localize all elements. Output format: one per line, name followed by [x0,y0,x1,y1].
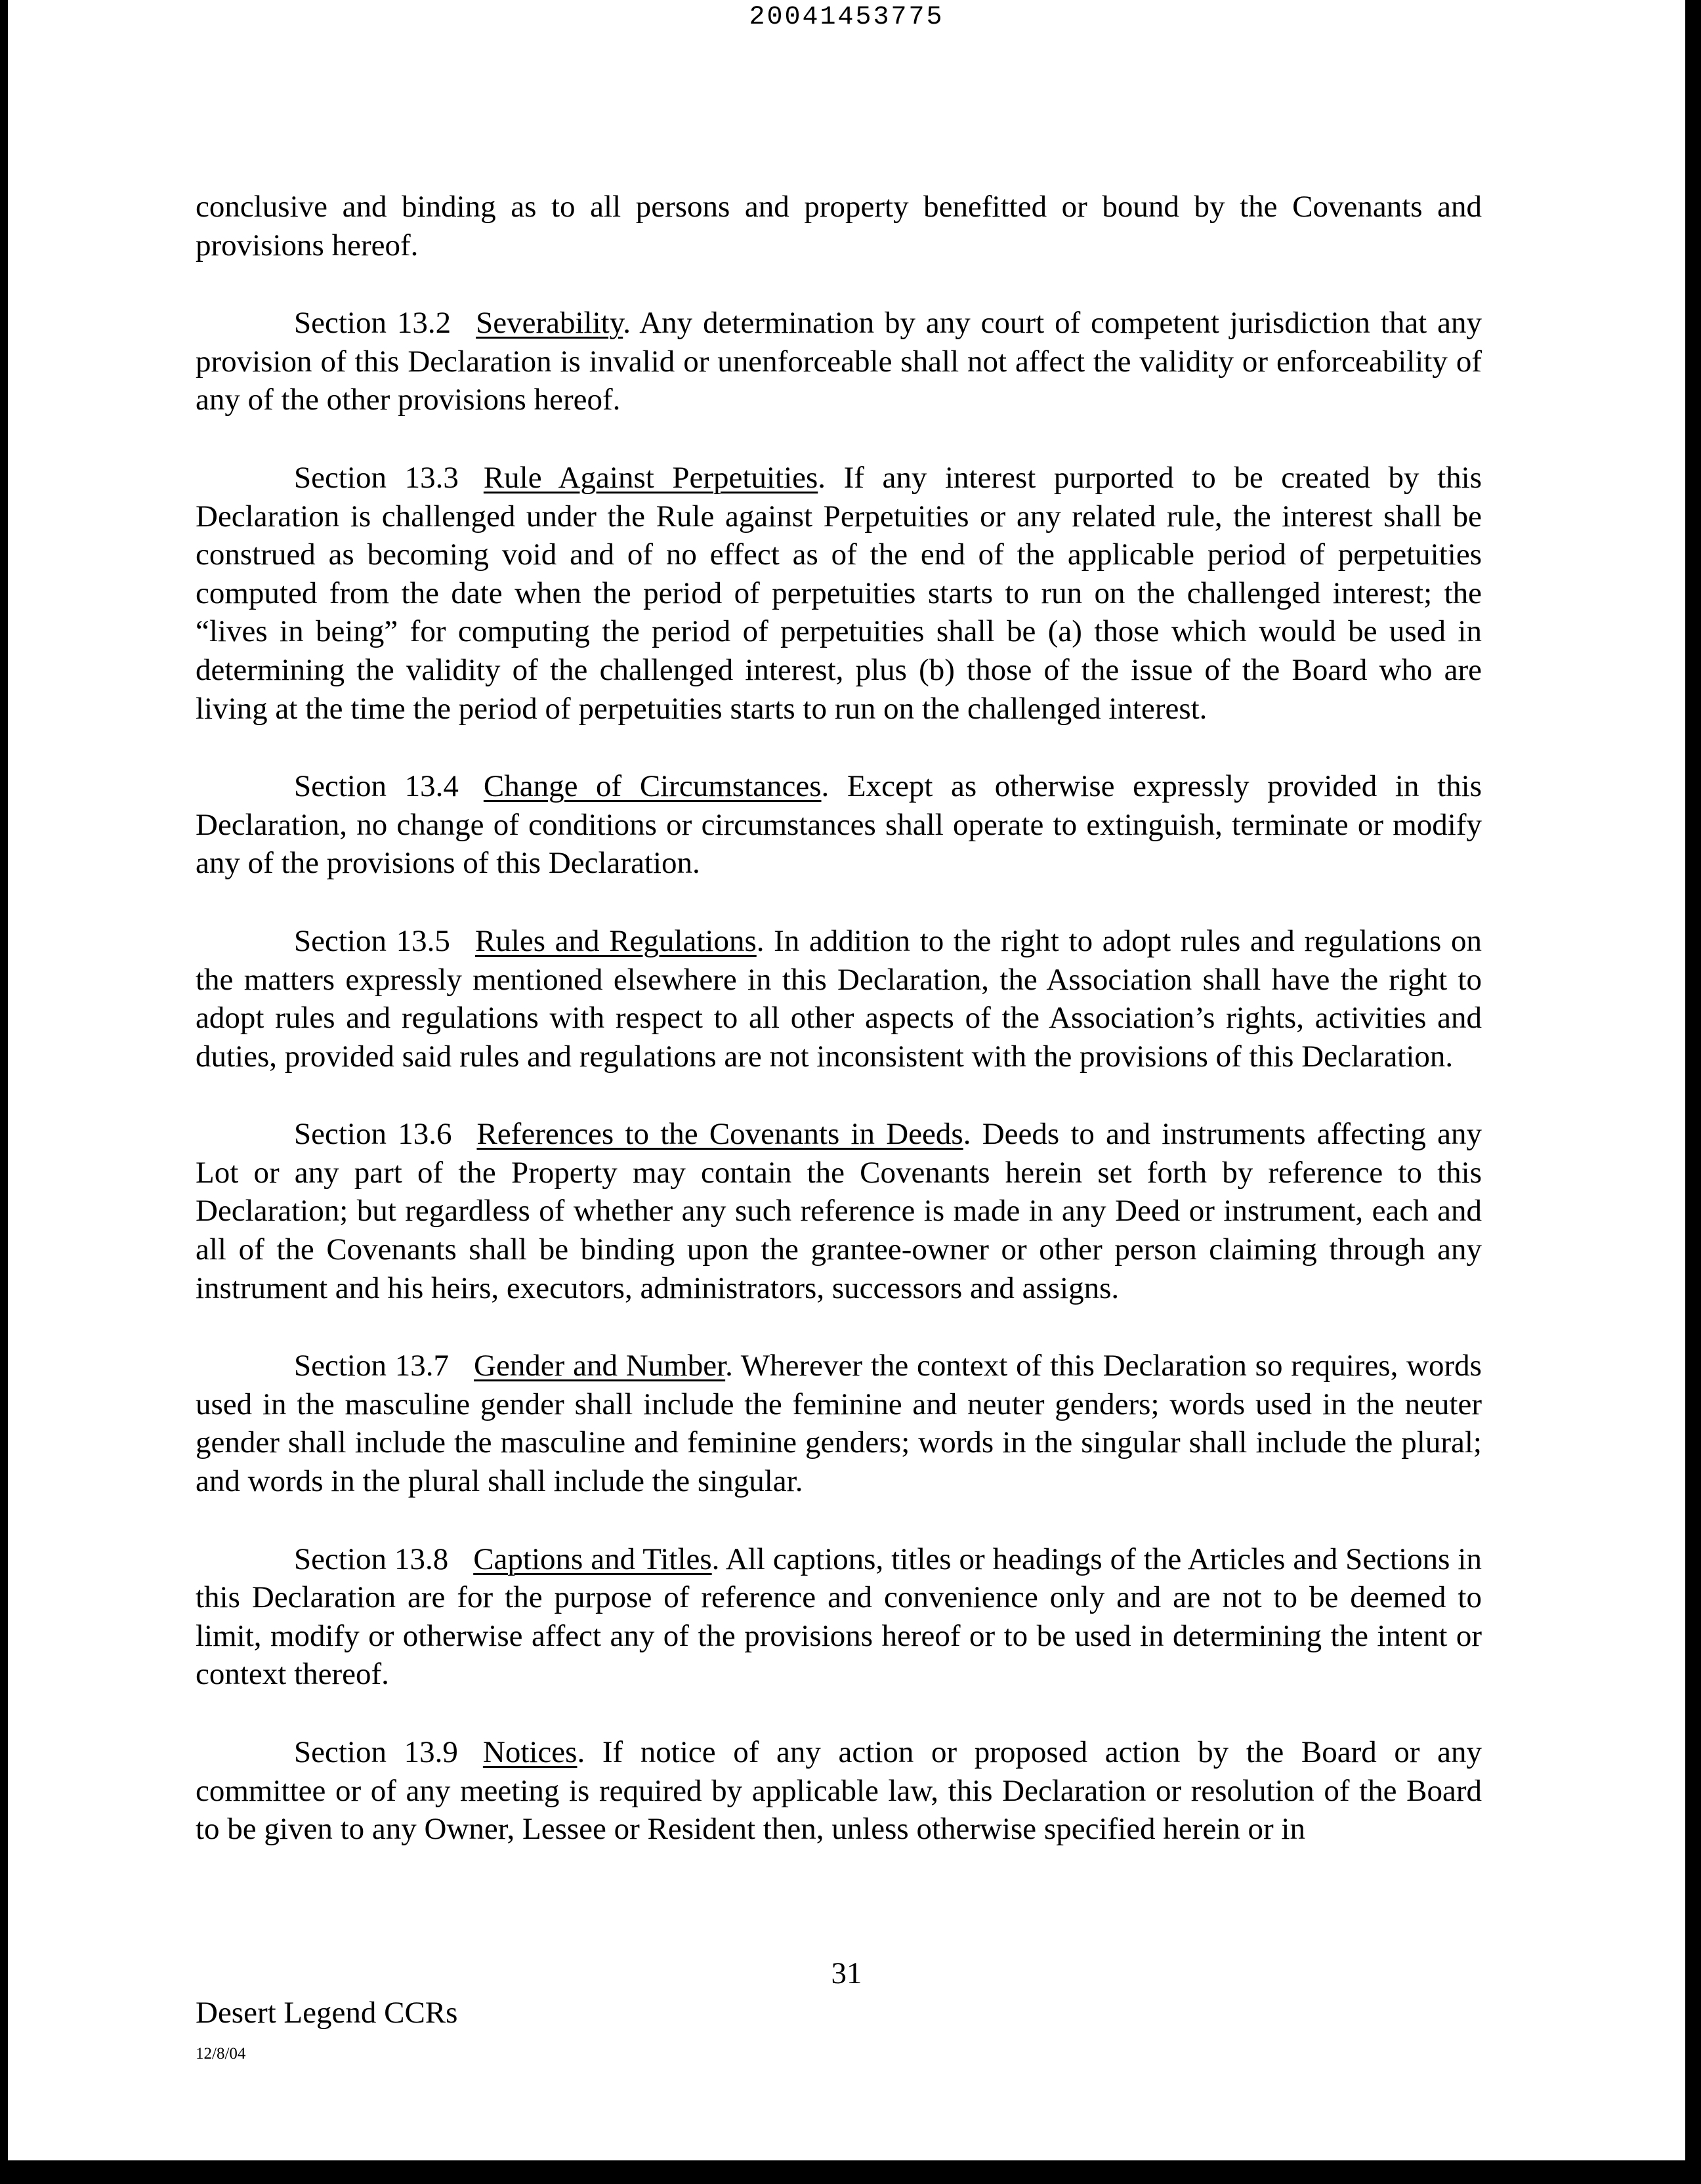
section-13-9 [196,1733,1482,1849]
page-number: 31 [831,1956,862,1990]
section-number: Section 13.3 [294,460,459,495]
section-13-6 [196,1115,1482,1307]
section-text: . In addition to the right to adopt rules and regulations on the matters expressly mentioned elsewhere in this Declaration, the Association shall have the right to adopt rules and regulations with respect to all other aspects of the Association’s rights, activities and duties, provided said rules and regulations are not inconsistent with the provisions of this Declaration. [196,923,1482,1074]
document-id: 20041453775 [749,3,944,32]
section-number: Section 13.6 [294,1117,452,1152]
section-heading: Rules and Regulations [474,923,757,958]
section-heading: Notices [482,1735,578,1769]
section-heading: Severability [476,306,623,341]
section-text: . All captions, titles or headings of the Articles and Sections in this Declaration are for the purpose of reference and convenience only and are not to be deemed to limit, modify or otherwise affect any of the provisions hereof or to be used in determining the intent or context thereof. [196,1542,1482,1692]
section-13-8 [196,1540,1482,1694]
section-13-2 [196,304,1482,419]
section-13-7 [196,1347,1482,1500]
section-heading: Captions and Titles [473,1542,712,1576]
section-13-4 [196,767,1482,883]
section-number: Section 13.2 [294,306,452,341]
section-heading: Change of Circumstances [483,769,822,804]
section-text: . If any interest purported to be created by this Declaration is challenged under the Rule against Perpetuities or any related rule, the interest shall be construed as becoming void and of no effect as of the end of the applicable period of perpetuities computed from the date when the period of perpetuities starts to run on the challenged interest; the “lives in being” for computing the period of perpetuities shall be (a) those which would be used in determining the validity of the challenged interest, plus (b) those of the issue of the Board who are living at the time the period of perpetuities starts to run on the challenged interest. [196,460,1482,726]
section-text: . Any determination by any court of competent jurisdiction that any provision of this Declaration is invalid or unenforceable shall not affect the validity or enforceability of any of the other provisions hereof. [196,306,1482,417]
section-text: . Deeds to and instruments affecting any Lot or any part of the Property may contain the Covenants herein set forth by reference to this Declaration; but regardless of whether any such reference is made in any Deed or instrument, each and all of the Covenants shall be binding upon the grantee-owner or other person claiming through any instrument and his heirs, executors, administrators, successors and assigns. [196,1117,1482,1305]
section-heading: References to the Covenants in Deeds [476,1117,963,1152]
document-body [196,188,1482,1888]
footer-date: 12/8/04 [196,2045,246,2063]
continuation-paragraph: conclusive and binding as to all persons and property benefitted or bound by the Covenants and provisions hereof. [196,190,1482,262]
section-text: . Except as otherwise expressly provided in this Declaration, no change of conditions or circumstances shall operate to extinguish, terminate or modify any of the provisions of this Declaration. [196,769,1482,881]
section-number: Section 13.7 [294,1349,449,1383]
section-text: . Wherever the context of this Declaration so requires, words used in the masculine gender shall include the feminine and neuter genders; words used in the neuter gender shall include the masculine and feminine genders; words in the singular shall include the plural; and words in the plural shall include the singular. [196,1349,1482,1499]
section-13-3 [196,459,1482,728]
section-number: Section 13.5 [294,923,450,958]
document-page [8,0,1685,2160]
section-number: Section 13.9 [294,1735,458,1769]
section-heading: Gender and Number [474,1349,726,1383]
section-text: . If notice of any action or proposed action by the Board or any committee or of any meeting is required by applicable law, this Declaration or resolution of the Board to be given to any Owner, Lessee or Resident then, unless otherwise specified herein or in [196,1735,1482,1847]
section-number: Section 13.8 [294,1542,449,1576]
section-number: Section 13.4 [294,769,459,804]
footer-document-title: Desert Legend CCRs [196,1996,458,2030]
section-13-5 [196,922,1482,1076]
section-heading: Rule Against Perpetuities [483,460,818,495]
